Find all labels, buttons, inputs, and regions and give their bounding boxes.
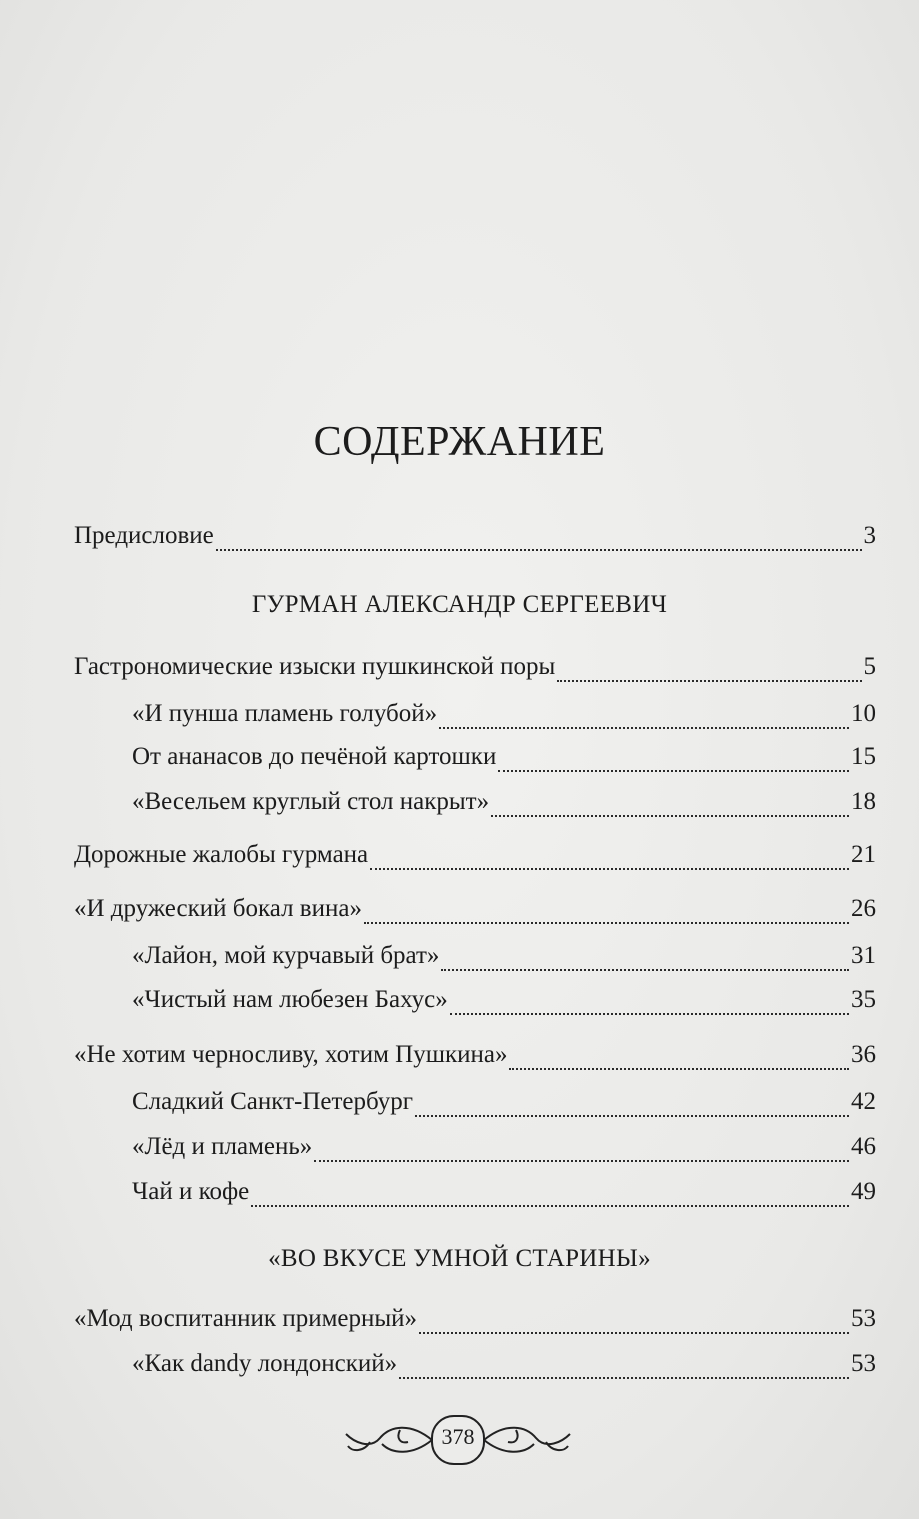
toc-entry-label: «Чистый нам любезен Бахус» <box>132 986 448 1013</box>
toc-entry-label: «Мод воспитанник примерный» <box>74 1305 418 1332</box>
leader-dots <box>216 549 862 551</box>
toc-entry-label: «И пунша пламень голубой» <box>132 700 438 727</box>
toc-entry-label: «Весельем круглый стол накрыт» <box>132 788 490 815</box>
toc-entry-label: От ананасов до печёной картошки <box>132 743 497 770</box>
leader-dots <box>370 868 849 870</box>
toc-entry-label: «И дружеский бокал вина» <box>74 895 362 922</box>
leader-dots <box>509 1068 849 1070</box>
page-title: СОДЕРЖАНИЕ <box>313 419 606 465</box>
toc-entry-page: 21 <box>851 841 876 868</box>
leader-dots <box>314 1160 849 1162</box>
toc-subentry[interactable] <box>132 743 876 779</box>
leader-dots <box>491 815 849 817</box>
toc-entry-page: 42 <box>851 1088 876 1115</box>
toc-entry-label: «Лайон, мой курчавый брат» <box>132 942 440 969</box>
page-number-ornament <box>340 1412 576 1468</box>
toc-entry[interactable] <box>74 895 876 931</box>
leader-dots <box>419 1332 849 1334</box>
toc-entry-page: 3 <box>863 522 876 549</box>
toc-entry[interactable] <box>74 1041 876 1077</box>
leader-dots <box>439 727 849 729</box>
toc-entry-page: 53 <box>851 1305 876 1332</box>
leader-dots <box>251 1205 849 1207</box>
toc-entry-page: 5 <box>863 653 876 680</box>
toc-subentry[interactable] <box>132 942 876 978</box>
toc-entry-page: 35 <box>851 986 876 1013</box>
toc-entry-label: «Как dandy лондонский» <box>132 1350 398 1377</box>
toc-entry-page: 10 <box>851 700 876 727</box>
toc-entry[interactable] <box>74 653 876 689</box>
leader-dots <box>364 922 849 924</box>
toc-entry[interactable] <box>74 841 876 877</box>
toc-subentry[interactable] <box>132 1178 876 1214</box>
toc-entry-page: 49 <box>851 1178 876 1205</box>
toc-entry[interactable] <box>74 1305 876 1341</box>
toc-subentry[interactable] <box>132 986 876 1022</box>
toc-entry-label: Чай и кофе <box>132 1178 250 1205</box>
toc-subentry[interactable] <box>132 1088 876 1124</box>
toc-entry-label: Гастрономические изыски пушкинской поры <box>74 653 556 680</box>
leader-dots <box>498 770 849 772</box>
toc-entry-page: 18 <box>851 788 876 815</box>
toc-entry-page: 36 <box>851 1041 876 1068</box>
leader-dots <box>450 1013 849 1015</box>
toc-entry-page: 46 <box>851 1133 876 1160</box>
toc-entry-page: 31 <box>851 942 876 969</box>
leader-dots <box>557 680 861 682</box>
toc-entry-label: «Лёд и пламень» <box>132 1133 313 1160</box>
leader-dots <box>399 1377 849 1379</box>
toc-entry-label: Дорожные жалобы гурмана <box>74 841 369 868</box>
toc-subentry[interactable] <box>132 700 876 736</box>
toc-entry-label: Предисловие <box>74 522 214 549</box>
page-number: 378 <box>441 1424 475 1449</box>
toc-entry-page: 15 <box>851 743 876 770</box>
toc-subentry[interactable] <box>132 1133 876 1169</box>
toc-entry-preface[interactable] <box>74 522 876 558</box>
leader-dots <box>441 969 849 971</box>
section-heading-old-times: «ВО ВКУСЕ УМНОЙ СТАРИНЫ» <box>268 1245 651 1272</box>
section-heading-gourmet: ГУРМАН АЛЕКСАНДР СЕРГЕЕВИЧ <box>251 591 668 618</box>
toc-entry-label: «Не хотим черносливу, хотим Пушкина» <box>74 1041 508 1068</box>
toc-subentry[interactable] <box>132 788 876 824</box>
toc-entry-label: Сладкий Санкт-Петербург <box>132 1088 414 1115</box>
toc-entry-page: 26 <box>851 895 876 922</box>
leader-dots <box>415 1115 849 1117</box>
toc-entry-page: 53 <box>851 1350 876 1377</box>
toc-subentry[interactable] <box>132 1350 876 1386</box>
